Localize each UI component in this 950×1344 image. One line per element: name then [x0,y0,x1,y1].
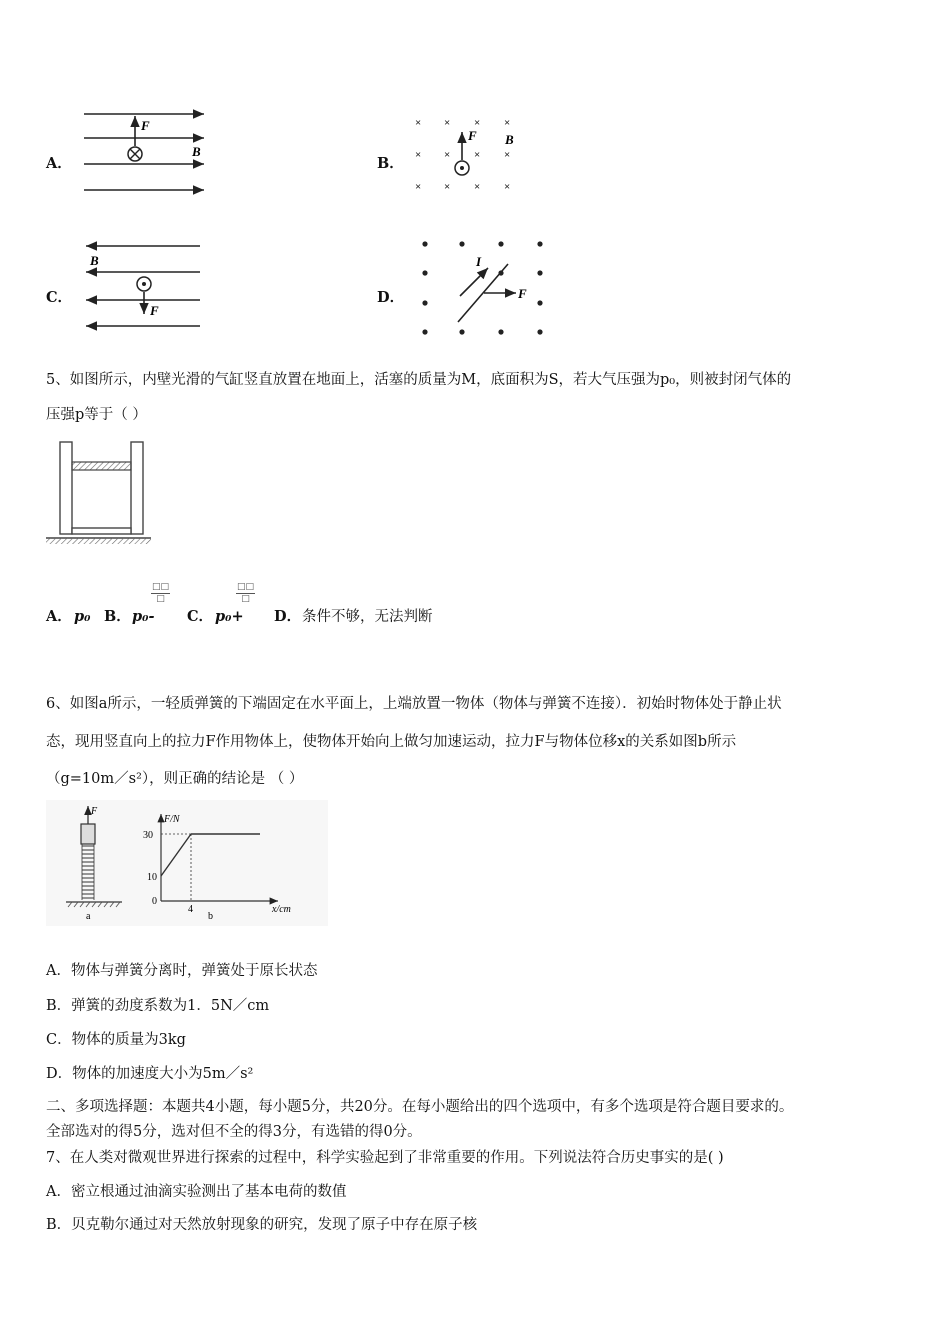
q5-cylinder-figure [46,440,151,546]
svg-text:×: × [415,117,422,129]
fraction-denominator: □ [241,594,250,604]
q5-opt-a-label: A． [46,608,72,625]
q7-stem: 7、在人类对微观世界进行探索的过程中，科学实验起到了非常重要的作用。下列说法符合历史事实的是( ) [46,1150,724,1166]
fraction-numerator: □□ [237,582,255,592]
force-label: F [150,303,159,318]
q5-opt-a-text: p₀ [74,608,91,625]
q4-option-c-label: C． [46,289,73,306]
fig-b-label: b [208,911,213,922]
x-axis-label: x/cm [272,904,291,915]
q5-opt-d-label: D． [274,608,302,625]
q7-opt-b: B．贝克勒尔通过对天然放射现象的研究，发现了原子中存在原子核 [46,1217,478,1233]
q5-stem-line1: 5、如图所示，内壁光滑的气缸竖直放置在地面上，活塞的质量为M，底面积为S，若大气压强为p₀，则被封闭气体的 [46,372,792,388]
q7-opt-a: A．密立根通过油滴实验测出了基本电荷的数值 [46,1184,347,1200]
q4-figure-b [410,112,530,197]
q6-stem-line3: （g=10m／s²），则正确的结论是 （ ） [46,771,304,787]
q6-figure [46,800,328,926]
q4-option-d-label: D． [377,289,405,306]
current-label: I [476,254,482,269]
q5-opt-c-fraction [236,582,255,605]
q6-opt-b: B．弹簧的劲度系数为1．5N／cm [46,998,270,1014]
svg-text:×: × [504,181,511,193]
x-tick-4: 4 [188,904,193,915]
svg-text:×: × [474,117,481,129]
q6-opt-c: C．物体的质量为3kg [46,1032,186,1048]
q5-opt-c-label: C． [187,608,214,625]
q4-figure-a [80,106,210,201]
fraction-denominator: □ [156,594,165,604]
q6-opt-a: A．物体与弹簧分离时，弹簧处于原长状态 [46,963,318,979]
svg-text:×: × [504,117,511,129]
force-label: F [468,128,477,143]
q5-opt-c-text: p₀+ [215,608,244,625]
svg-text:×: × [415,149,422,161]
svg-text:×: × [474,181,481,193]
piston [72,462,131,470]
q5-opt-b-fraction [151,582,170,605]
svg-text:×: × [504,149,511,161]
q6-stem-line1: 6、如图a所示，一轻质弹簧的下端固定在水平面上，上端放置一物体（物体与弹簧不连接）．初始时物体处于静止状 [46,696,782,712]
y-tick-30: 30 [143,830,153,841]
y-axis-label: F/N [164,814,180,825]
q5-opt-d-text: 条件不够，无法判断 [302,609,433,625]
force-label: F [141,118,150,133]
q5-opt-b-text: p₀- [132,608,155,625]
fig-a-label: a [86,911,91,922]
svg-text:×: × [444,181,451,193]
fig-a-force-label: F [91,806,98,817]
q4-option-a-label: A． [46,155,72,172]
section2-line2: 全部选对的得5分，选对但不全的得3分，有选错的得0分。 [46,1124,422,1140]
q4-figure-c [80,238,210,338]
force-label: F [518,286,527,301]
q6-opt-d: D．物体的加速度大小为5m／s² [46,1066,254,1082]
svg-text:×: × [415,181,422,193]
svg-text:×: × [474,149,481,161]
field-label: B [192,144,201,159]
svg-text:×: × [444,149,451,161]
q6-stem-line2: 态，现用竖直向上的拉力F作用物体上，使物体开始向上做匀加速运动，拉力F与物体位移x的关系如图b所示 [46,734,737,750]
y-tick-10: 10 [147,872,157,883]
q4-figure-d [410,234,555,344]
q5-stem-line2: 压强p等于（ ） [46,407,147,423]
field-label: B [90,253,99,268]
q5-opt-b-label: B． [104,608,131,625]
svg-text:×: × [444,117,451,129]
block [81,824,95,844]
section2-line1: 二、多项选择题：本题共4小题，每小题5分，共20分。在每小题给出的四个选项中，有多个选项是符合题目要求的。 [46,1099,794,1115]
q4-option-b-label: B． [377,155,404,172]
fraction-numerator: □□ [152,582,170,592]
field-label: B [505,132,514,147]
origin-label: 0 [152,896,157,907]
